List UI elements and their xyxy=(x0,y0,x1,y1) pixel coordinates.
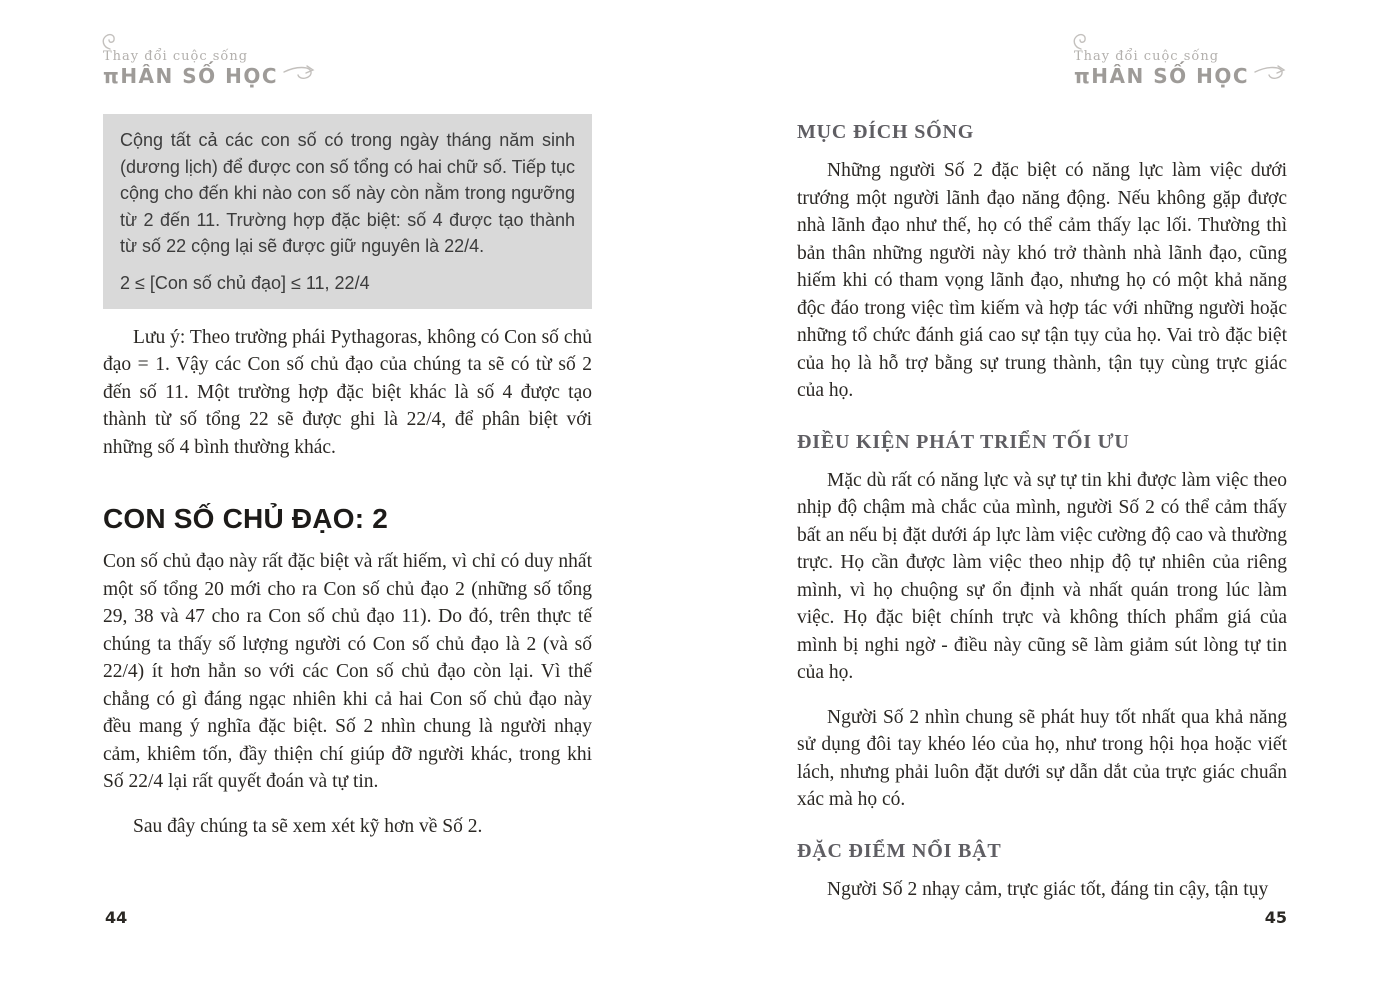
info-box xyxy=(103,114,592,309)
flourish-icon xyxy=(1070,32,1092,52)
logo-brand: πHÂN SỐ HỌC xyxy=(1073,64,1249,88)
logo-brand: πHÂN SỐ HỌC xyxy=(103,64,279,88)
page-number-right: 45 xyxy=(1264,908,1287,927)
brand-logo xyxy=(103,50,316,88)
logo-tagline: Thay đổi cuộc sống xyxy=(1073,49,1220,64)
page-left xyxy=(103,0,592,983)
logo-tagline: Thay đổi cuộc sống xyxy=(103,49,249,64)
arrow-flourish-icon xyxy=(282,64,316,88)
section-heading: ĐẶC ĐIỂM NỔI BẬT xyxy=(797,839,1002,862)
flourish-icon xyxy=(99,32,121,52)
page-right xyxy=(797,0,1287,983)
body-paragraph: Sau đây chúng ta sẽ xem xét kỹ hơn về Số 2. xyxy=(133,815,483,837)
header-right xyxy=(797,0,1287,88)
body-paragraph: Con số chủ đạo này rất đặc biệt và rất hiếm, vì chỉ có duy nhất một số tổng 20 mới cho ra Con số chủ đạo 2 (những số tổng 29, 38 và 47 cho ra Con số chủ đạo 11). Do đó, trên thực tế chúng ta thấy số lượng người có Con số chủ đạo là 2 (và số 22/4) ít hơn hẳn so với các Con số chủ đạo còn lại. Vì thế chẳng có gì đáng ngạc nhiên khi cả hai Con số chủ đạo này đều mang ý nghĩa đặc biệt. Số 2 nhìn chung là người nhạy cảm, khiêm tốn, đầy thiện chí giúp đỡ người khác, trong khi Số 22/4 lại rất quyết đoán và tự tin. xyxy=(103,551,592,792)
info-box-text: Cộng tất cả các con số có trong ngày tháng năm sinh (dương lịch) để được con số tổng có hai chữ số. Tiếp tục cộng cho đến khi nào con số này còn nằm trong ngưỡng từ 2 đến 11. Trường hợp đặc biệt: số 4 được tạo thành từ số 22 cộng lại sẽ được giữ nguyên là 22/4. xyxy=(120,130,575,256)
page-number-left: 44 xyxy=(105,908,128,927)
brand-logo xyxy=(1074,50,1287,88)
arrow-flourish-icon xyxy=(1253,64,1287,88)
info-box-formula: 2 ≤ [Con số chủ đạo] ≤ 11, 22/4 xyxy=(120,272,370,293)
body-paragraph: Mặc dù rất có năng lực và sự tự tin khi được làm việc theo nhịp độ chậm mà chắc của mình, người Số 2 có thể cảm thấy bất an nếu bị đặt dưới áp lực làm việc cường độ cao và thường trực. Họ cần được làm việc theo nhịp độ tự nhiên của riêng mình, vì họ chuộng sự ổn định và nhất quán trong lúc làm việc. Họ đặc biệt chính trực và không thích phẩm giá của mình bị nghi ngờ - điều này cũng sẽ làm giảm sút lòng tự tin của họ. xyxy=(797,469,1287,683)
note-paragraph: Lưu ý: Theo trường phái Pythagoras, không có Con số chủ đạo = 1. Vậy các Con số chủ đạo của chúng ta sẽ có từ số 2 đến số 11. Một trường hợp đặc biệt khác là số 4 được tạo thành từ số tổng 22 sẽ được ghi là 22/4, để phân biệt với những số 4 bình thường khác. xyxy=(103,326,592,458)
body-paragraph: Những người Số 2 đặc biệt có năng lực làm việc dưới trướng một người lãnh đạo năng động. Nếu không gặp được nhà lãnh đạo như thế, họ có thể cảm thấy lạc lối. Thường thì bản thân những người này khó trở thành nhà lãnh đạo, cũng hiếm khi có tham vọng lãnh đạo, nhưng họ có một khả năng độc đáo trong việc tìm kiếm và hợp tác với những người hoặc những tổ chức đánh giá cao sự tận tụy của họ. Vai trò đặc biệt của họ là hỗ trợ bằng sự trung thành, tận tụy cùng trực giác của họ. xyxy=(797,160,1287,401)
main-heading: CON SỐ CHỦ ĐẠO: 2 xyxy=(103,503,388,534)
body-paragraph: Người Số 2 nhìn chung sẽ phát huy tốt nhất qua khả năng sử dụng đôi tay khéo léo của họ, như trong hội họa hoặc viết lách, nhưng phải luôn đặt dưới sự dẫn dắt của trực giác chuẩn xác mà họ có. xyxy=(797,706,1287,810)
header-left xyxy=(103,0,592,88)
section-heading: MỤC ĐÍCH SỐNG xyxy=(797,121,975,143)
section-heading: ĐIỀU KIỆN PHÁT TRIỂN TỐI ƯU xyxy=(797,430,1130,453)
body-paragraph: Người Số 2 nhạy cảm, trực giác tốt, đáng tin cậy, tận tụy xyxy=(827,878,1269,900)
